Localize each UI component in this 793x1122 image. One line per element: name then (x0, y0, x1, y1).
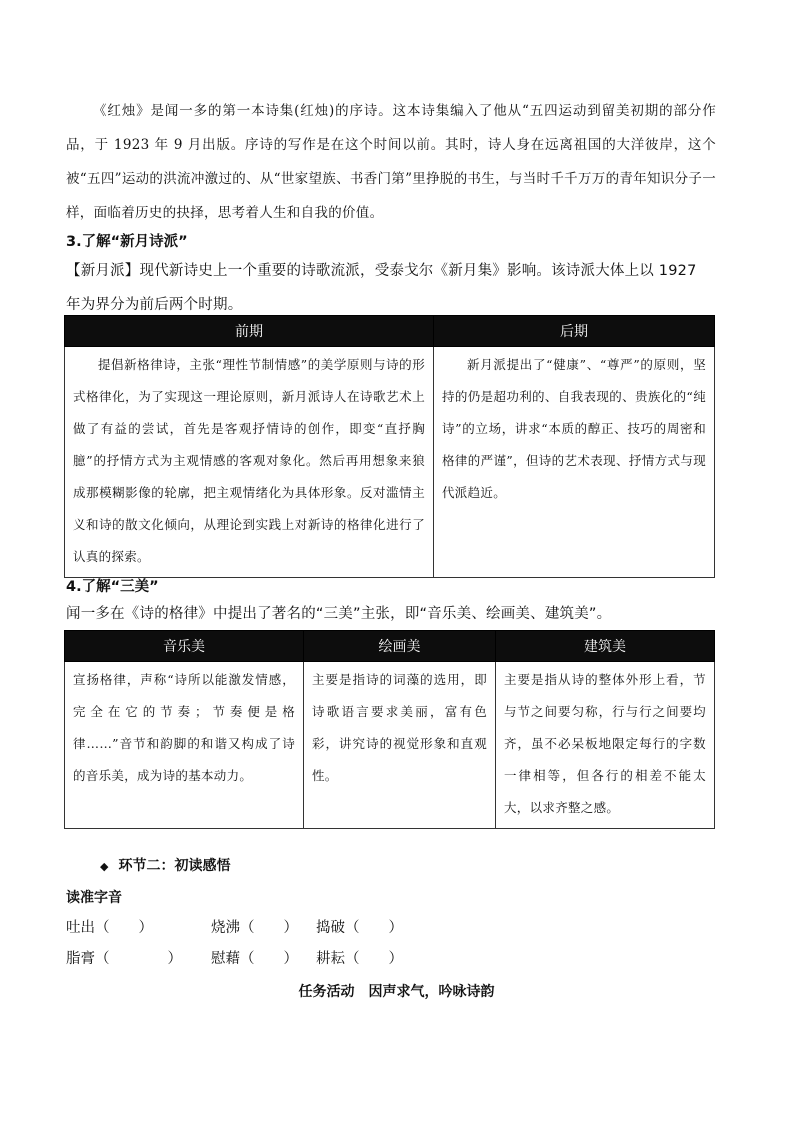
xinyue-cell-early: 提倡新格律诗，主张“理性节制情感”的美学原则与诗的形式格律化，为了实现这一理论原则，新月派诗人在诗歌艺术上做了有益的尝试，首先是客观抒情诗的创作，即变“直抒胸臆”的抒情方式为主观情感的客观对象化。然后再用想象来狼成那模糊影像的轮廓，把主观情绪化为具体形象。反对滥情主义和诗的散文化倾向，从理论到实践上对新诗的格律化进行了认真的探索。 (65, 347, 434, 578)
diamond-bullet-icon: ◆ (100, 860, 109, 873)
pinyin-item: 慰藉（ ） (211, 951, 298, 967)
xinyue-header-early: 前期 (65, 316, 434, 347)
reading-heading: 读准字音 (66, 890, 122, 906)
pinyin-item: 吐出（ ） (66, 920, 153, 936)
intro-paragraph: 《红烛》是闻一多的第一本诗集(红烛)的序诗。这本诗集编入了他从“五四运动到留美初期的部分作品，于 1923 年 9 月出版。序诗的写作是在这个时间以前。其时，诗人身在远离祖国的大洋彼岸，这个被“五四”运动的洪流冲激过的、从“世家望族、书香门第”里挣脱的书生，与当时千千万万的青年知识分子一样，面临着历史的抉择，思考着人生和自我的价值。 (66, 103, 716, 221)
sanmei-cell-painting: 主要是指诗的词藻的选用，即诗歌语言要求美丽，富有色彩，讲究诗的视觉形象和直观性。 (304, 662, 496, 829)
pinyin-item: 烧沸（ ） (211, 920, 298, 936)
xinyue-header-late: 后期 (434, 316, 715, 347)
pinyin-item: 脂膏（ ） (66, 951, 182, 967)
sanmei-cell-architecture: 主要是指从诗的整体外形上看，节与节之间要匀称，行与行之间要均齐，虽不必呆板地限定每行的字数一律相等，但各行的相差不能太大，以求齐整之感。 (496, 662, 715, 829)
section-link-heading (100, 855, 230, 875)
sanmei-table (64, 630, 715, 829)
section3-heading: 3.了解“新月诗派” (66, 234, 188, 250)
task-activity-title: 任务活动 因声求气，吟咏诗韵 (298, 984, 495, 1000)
sanmei-header-architecture: 建筑美 (496, 631, 715, 662)
section-link-title: 环节二：初读感悟 (118, 858, 231, 874)
pinyin-item: 捣破（ ） (316, 920, 403, 936)
sanmei-header-music: 音乐美 (65, 631, 304, 662)
pinyin-item: 耕耘（ ） (316, 951, 403, 967)
sanmei-cell-music: 宣扬格律，声称“诗所以能激发情感，完全在它的节奏；节奏便是格律……”音节和韵脚的和谐又构成了诗的音乐美，成为诗的基本动力。 (65, 662, 304, 829)
section4-paragraph: 闻一多在《诗的格律》中提出了著名的“三美”主张，即“音乐美、绘画美、建筑美”。 (66, 606, 612, 622)
sanmei-header-painting: 绘画美 (304, 631, 496, 662)
xinyue-table (64, 315, 715, 578)
section3-paragraph: 【新月派】现代新诗史上一个重要的诗歌流派，受泰戈尔《新月集》影响。该诗派大体上以 1927 年为界分为前后两个时期。 (66, 263, 697, 313)
xinyue-cell-late: 新月派提出了“健康”、“尊严”的原则，坚持的仍是超功利的、自我表现的、贵族化的“纯诗”的立场，讲求“本质的醇正、技巧的周密和格律的严谨”，但诗的艺术表现、抒情方式与现代派趋近。 (434, 347, 715, 578)
section4-heading: 4.了解“三美” (66, 579, 159, 595)
